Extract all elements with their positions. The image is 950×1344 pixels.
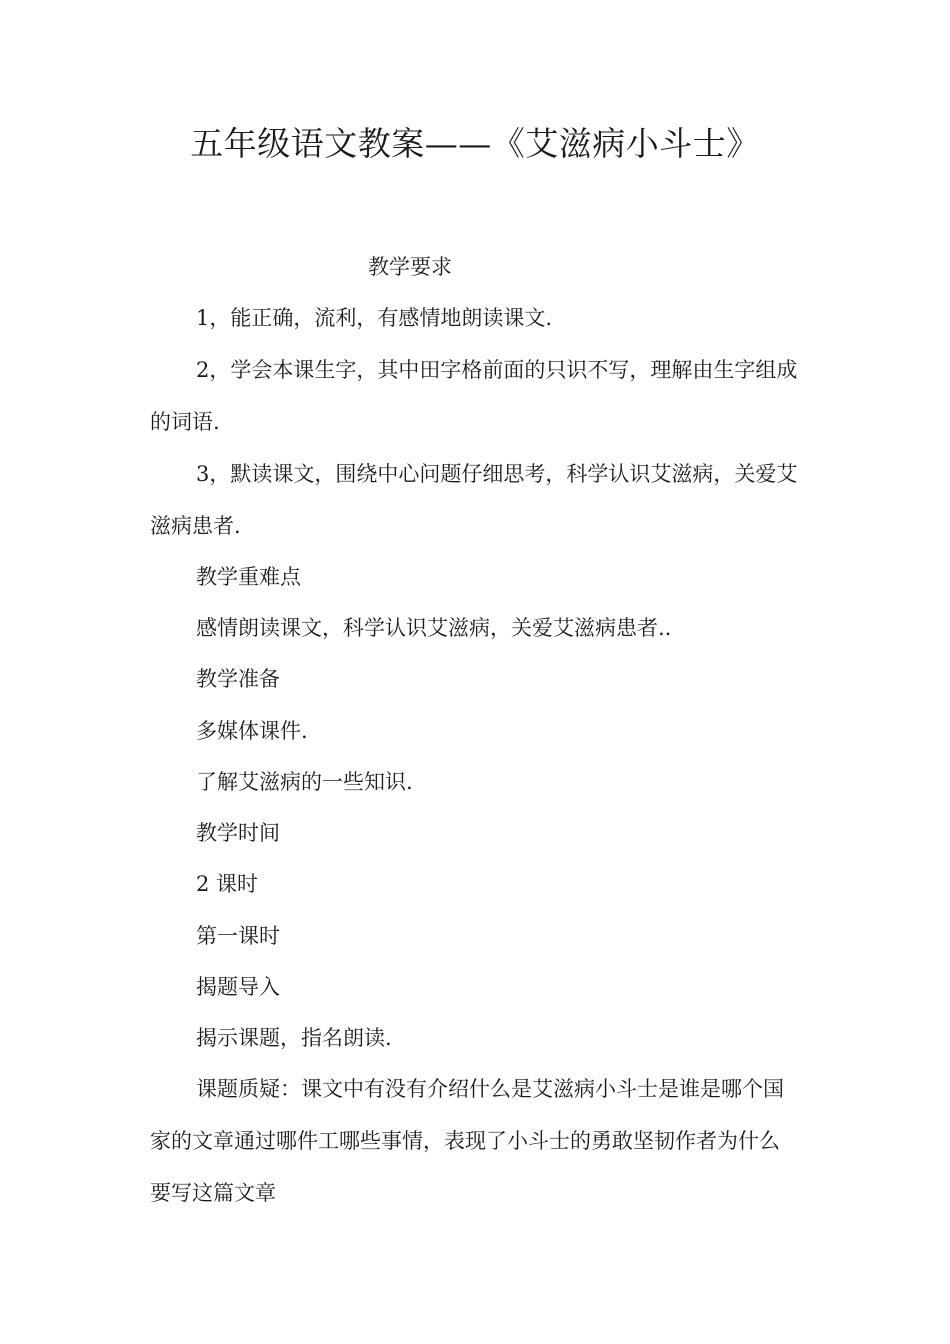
paragraph-reveal-title: 揭示课题，指名朗读. — [196, 1026, 392, 1050]
paragraph-preparation-1: 多媒体课件. — [196, 719, 308, 743]
paragraph-requirement-3: 3，默读课文，围绕中心问题仔细思考，科学认识艾滋病，关爱艾滋病患者. — [150, 462, 798, 538]
paragraph-lesson-count: 2 课时 — [196, 872, 259, 896]
section-heading-teaching-requirements: 教学要求 — [368, 255, 452, 279]
paragraph-key-difficulties: 感情朗读课文，科学认识艾滋病，关爱艾滋病患者.. — [196, 616, 672, 640]
paragraph-title-questions: 课题质疑：课文中有没有介绍什么是艾滋病小斗士是谁是哪个国家的文章通过哪件工哪些事情，表现了小斗士的勇敢坚韧作者为什么要写这篇文章 — [150, 1077, 784, 1205]
paragraph-preparation-2: 了解艾滋病的一些知识. — [196, 770, 413, 794]
heading-teaching-preparation: 教学准备 — [196, 667, 280, 691]
heading-key-difficulties: 教学重难点 — [196, 565, 301, 589]
document-title: 五年级语文教案——《艾滋病小斗士》 — [190, 124, 760, 163]
paragraph-requirement-2: 2，学会本课生字，其中田字格前面的只识不写，理解由生字组成的词语. — [150, 358, 798, 434]
heading-teaching-time: 教学时间 — [196, 821, 280, 845]
heading-introduction: 揭题导入 — [196, 975, 280, 999]
paragraph-requirement-1: 1，能正确，流利，有感情地朗读课文. — [196, 306, 553, 330]
heading-first-lesson: 第一课时 — [196, 924, 280, 948]
